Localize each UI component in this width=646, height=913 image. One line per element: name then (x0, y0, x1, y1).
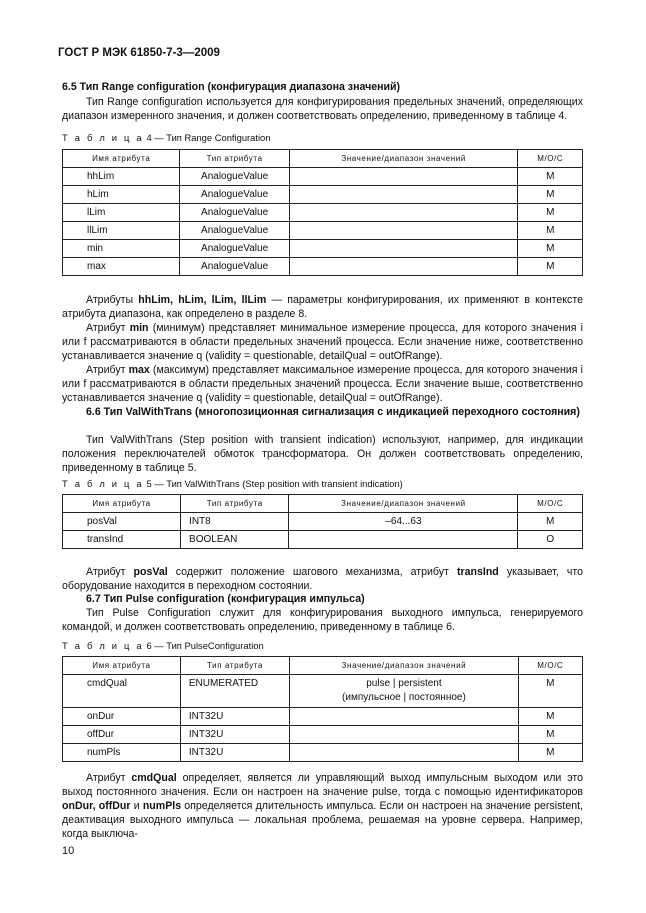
table-cell: numPls (63, 744, 181, 762)
section-6-6-text: Тип ValWithTrans (Step position with transient indication) используют, например, для индикации положения переключателей обмоток трансформатора. Он должен соответствовать определению, приведенному в таблице 5. (62, 434, 583, 474)
column-header: Значение/диапазон значений (289, 150, 518, 168)
table-cell: llLim (63, 222, 180, 240)
column-header: M/O/C (518, 150, 583, 168)
section-6-6-heading: 6.6 Тип ValWithTrans (многопозиционная сигнализация с индикацией переходного состояния) (86, 406, 580, 418)
table-cell: AnalogueValue (180, 222, 289, 240)
table-cell: M (518, 240, 583, 258)
table-row (63, 531, 583, 549)
table-cell: min (63, 240, 180, 258)
column-header: M/O/C (518, 495, 583, 513)
table-cell: INT8 (181, 513, 289, 531)
table-cell (290, 726, 519, 744)
section-6-5-text: Тип Range configuration используется для конфигурирования предельных значений, определяющих диапазон измеренного значения, и должен соответствовать определению, приведенному в таблице 4. (62, 96, 583, 122)
table-cell (289, 222, 518, 240)
column-header: Имя атрибута (63, 150, 180, 168)
table-cell: AnalogueValue (180, 168, 289, 186)
section-6-7-text: Тип Pulse Configuration служит для конфигурирования выходного импульса, генерируемого командой, и должен соответствовать определению, приведенному в таблице 6. (62, 607, 583, 633)
table-4-caption: Т а б л и ц а 4 — Тип Range Configuration (62, 132, 271, 143)
table-cell: M (518, 204, 583, 222)
column-header: Тип атрибута (180, 657, 289, 675)
table-cell: INT32U (180, 708, 289, 726)
table-cell: hLim (63, 186, 180, 204)
table-cell: INT32U (180, 726, 289, 744)
table-row (63, 240, 583, 258)
table-cell: lLim (63, 204, 180, 222)
table-4 (62, 149, 583, 276)
table-cell: M (518, 726, 582, 744)
table-cell (289, 186, 518, 204)
table-cell: M (518, 186, 583, 204)
table-cell: max (63, 258, 180, 276)
cmdqual-range-line2: (импульсное | постоянное) (342, 692, 466, 703)
page-number: 10 (62, 845, 75, 857)
table-cell: –64...63 (289, 513, 518, 531)
table-row (63, 675, 583, 708)
table-cell: AnalogueValue (180, 258, 289, 276)
table-row (63, 513, 583, 531)
table-cell: M (518, 258, 583, 276)
table-cell: posVal (63, 513, 181, 531)
table-6 (62, 656, 583, 762)
table-cell (290, 708, 519, 726)
table-cell: BOOLEAN (181, 531, 289, 549)
table-row (63, 744, 583, 762)
table-cell: onDur (63, 708, 181, 726)
table-cell: M (518, 675, 582, 708)
table-cell (289, 204, 518, 222)
column-header: Имя атрибута (63, 495, 181, 513)
table-cell: M (518, 513, 583, 531)
cmdqual-range-line1: pulse | persistent (366, 678, 442, 689)
table-header-row (63, 150, 583, 168)
table-cell: AnalogueValue (180, 240, 289, 258)
table-cell: M (518, 168, 583, 186)
table-cell (289, 168, 518, 186)
table-cell: offDur (63, 726, 181, 744)
column-header: M/O/C (518, 657, 582, 675)
table-cell: hhLim (63, 168, 180, 186)
table-cell: M (518, 708, 582, 726)
table-cell (289, 531, 518, 549)
table-cell (289, 258, 518, 276)
table-cell: O (518, 531, 583, 549)
column-header: Значение/диапазон значений (290, 657, 519, 675)
paragraph-posval: Атрибут posVal содержит положение шагового механизма, атрибут transInd указывает, что оборудование находится в переходном состоянии. (62, 566, 583, 592)
table-cell: transInd (63, 531, 181, 549)
table-cell: ENUMERATED (180, 675, 289, 708)
table-cell (290, 744, 519, 762)
table-cell (289, 240, 518, 258)
table-cell (290, 675, 519, 708)
table-row (63, 168, 583, 186)
paragraph-min: Атрибут min (минимум) представляет минимальное измерение процесса, для которого значения i или f рассматриваются в области предельных значений процесса. Если значение ниже, соответственно устанавливается значение q (validity = questionable, detailQual = outOfRange). (62, 322, 584, 362)
table-5-caption: Т а б л и ц а 5 — Тип ValWithTrans (Step position with transient indication) (62, 478, 403, 489)
table-header-row (63, 657, 583, 675)
section-6-7-heading: 6.7 Тип Pulse configuration (конфигурация импульса) (86, 593, 365, 605)
table-cell: AnalogueValue (180, 186, 289, 204)
table-row (63, 186, 583, 204)
table-cell: AnalogueValue (180, 204, 289, 222)
table-cell: INT32U (180, 744, 289, 762)
column-header: Тип атрибута (180, 150, 289, 168)
document-header: ГОСТ Р МЭК 61850-7-3—2009 (58, 47, 220, 59)
section-6-5-heading: 6.5 Тип Range configuration (конфигурация диапазона значений) (62, 81, 401, 93)
table-cell: M (518, 744, 582, 762)
table-5 (62, 494, 583, 549)
table-cell: cmdQual (63, 675, 181, 708)
table-header-row (63, 495, 583, 513)
table-row (63, 222, 583, 240)
paragraph-lims: Атрибуты hhLim, hLim, lLim, llLim — параметры конфигурирования, их применяют в контексте атрибута диапазона, как определено в разделе 8. (62, 294, 583, 320)
table-row (63, 204, 583, 222)
column-header: Тип атрибута (181, 495, 289, 513)
table-row (63, 708, 583, 726)
paragraph-cmdqual: Атрибут cmdQual определяет, является ли управляющий выход импульсным выходом или это выход постоянного значения. Если он настроен на значение pulse, тогда с помощью идентификаторов onDur, offDur и numPls определяется длительность импульса. Если он настроен на значение persistent, деактивация выходного импульса — локальная проблема, решаемая на уровне сервера. Например, когда выключа- (62, 772, 583, 840)
table-row (63, 258, 583, 276)
column-header: Значение/диапазон значений (289, 495, 518, 513)
paragraph-max: Атрибут max (максимум) представляет максимальное измерение процесса, для которого значения i или f рассматриваются в области предельных значений процесса. Если значение выше, соответственно устанавливается значение q (validity = questionable, detailQual = outOfRange). (62, 364, 583, 404)
column-header: Имя атрибута (63, 657, 181, 675)
table-6-caption: Т а б л и ц а 6 — Тип PulseConfiguration (62, 640, 264, 651)
table-cell: M (518, 222, 583, 240)
table-row (63, 726, 583, 744)
